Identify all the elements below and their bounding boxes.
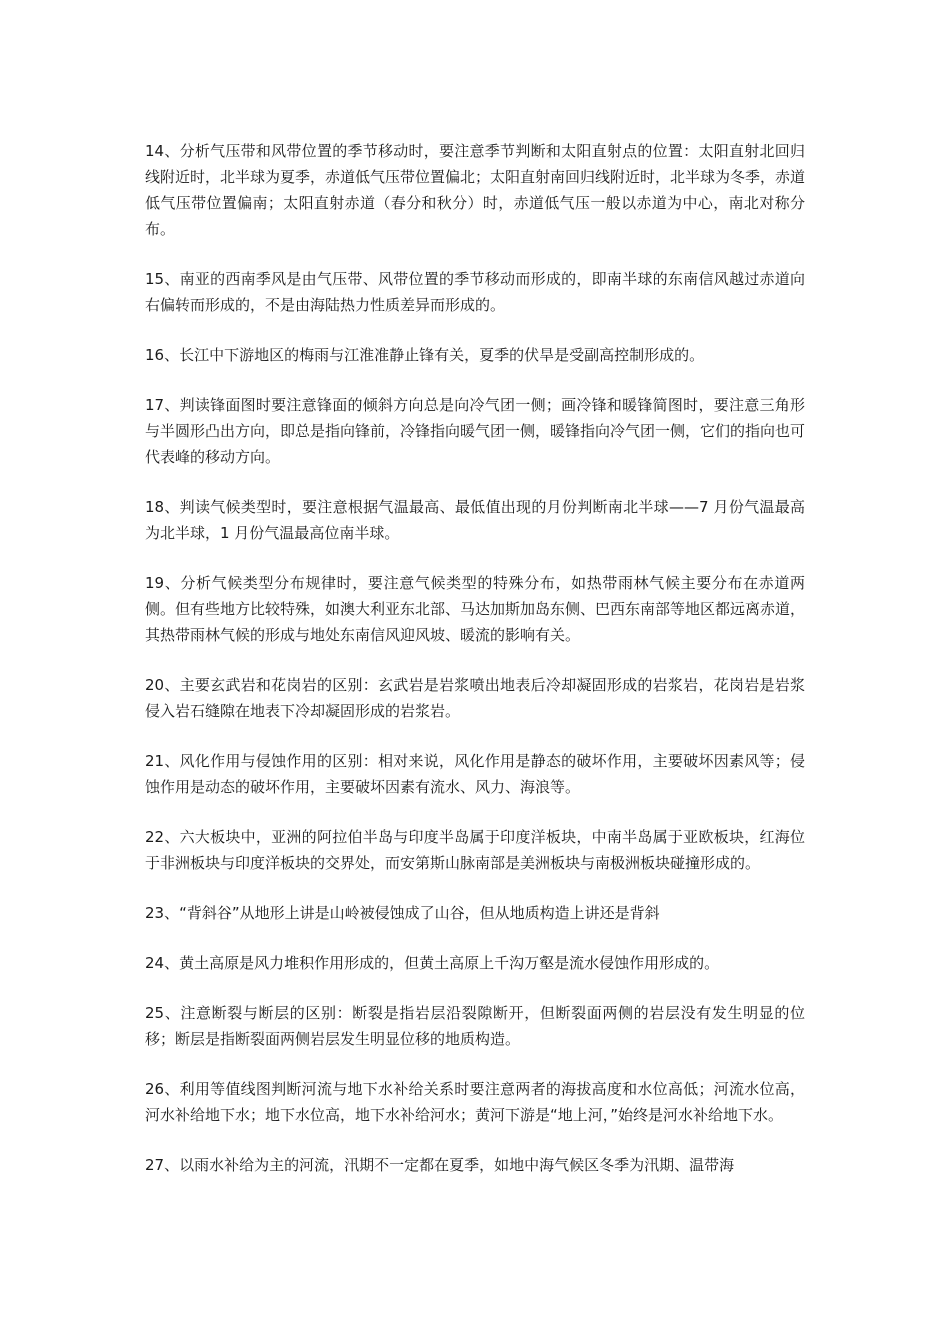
paragraph-18: 18、判读气候类型时，要注意根据气温最高、最低值出现的月份判断南北半球——7 月份气温最高为北半球，1 月份气温最高位南半球。 [145, 498, 805, 542]
paragraph-14: 14、分析气压带和风带位置的季节移动时，要注意季节判断和太阳直射点的位置：太阳直射北回归线附近时，北半球为夏季，赤道低气压带位置偏北；太阳直射南回归线附近时，北半球为冬季，赤道低气压带位置偏南；太阳直射赤道（春分和秋分）时，赤道低气压一般以赤道为中心，南北对称分布。 [145, 142, 806, 238]
paragraph-16: 16、长江中下游地区的梅雨与江淮准静止锋有关，夏季的伏旱是受副高控制形成的。 [145, 346, 705, 364]
document-page [145, 138, 805, 1202]
paragraph-20: 20、主要玄武岩和花岗岩的区别：玄武岩是岩浆喷出地表后冷却凝固形成的岩浆岩，花岗岩是岩浆侵入岩石缝隙在地表下冷却凝固形成的岩浆岩。 [145, 676, 805, 720]
paragraph-22: 22、六大板块中，亚洲的阿拉伯半岛与印度半岛属于印度洋板块，中南半岛属于亚欧板块，红海位于非洲板块与印度洋板块的交界处，而安第斯山脉南部是美洲板块与南极洲板块碰撞形成的。 [145, 828, 805, 872]
paragraph-21: 21、风化作用与侵蚀作用的区别：相对来说，风化作用是静态的破坏作用，主要破坏因素风等；侵蚀作用是动态的破坏作用，主要破坏因素有流水、风力、海浪等。 [145, 752, 805, 796]
paragraph-15: 15、南亚的西南季风是由气压带、风带位置的季节移动而形成的，即南半球的东南信风越过赤道向右偏转而形成的，不是由海陆热力性质差异而形成的。 [145, 270, 805, 314]
paragraph-23: 23、“背斜谷”从地形上讲是山岭被侵蚀成了山谷，但从地质构造上讲还是背斜 [145, 904, 660, 922]
paragraph-17: 17、判读锋面图时要注意锋面的倾斜方向总是向冷气团一侧；画冷锋和暖锋简图时，要注意三角形与半圆形凸出方向，即总是指向锋前，冷锋指向暖气团一侧，暖锋指向冷气团一侧，它们的指向也可代表峰的移动方向。 [145, 396, 806, 466]
paragraph-27: 27、以雨水补给为主的河流，汛期不一定都在夏季，如地中海气候区冬季为汛期、温带海 [145, 1156, 735, 1174]
paragraph-25: 25、注意断裂与断层的区别：断裂是指岩层沿裂隙断开，但断裂面两侧的岩层没有发生明显的位移；断层是指断裂面两侧岩层发生明显位移的地质构造。 [145, 1004, 805, 1048]
paragraph-19: 19、分析气候类型分布规律时，要注意气候类型的特殊分布，如热带雨林气候主要分布在赤道两侧。但有些地方比较特殊，如澳大利亚东北部、马达加斯加岛东侧、巴西东南部等地区都远离赤道，其热带雨林气候的形成与地处东南信风迎风坡、暖流的影响有关。 [145, 574, 806, 644]
paragraph-26: 26、利用等值线图判断河流与地下水补给关系时要注意两者的海拔高度和水位高低；河流水位高，河水补给地下水；地下水位高，地下水补给河水；黄河下游是“地上河，”始终是河水补给地下水。 [145, 1080, 805, 1124]
paragraph-24: 24、黄土高原是风力堆积作用形成的，但黄土高原上千沟万壑是流水侵蚀作用形成的。 [145, 954, 720, 972]
